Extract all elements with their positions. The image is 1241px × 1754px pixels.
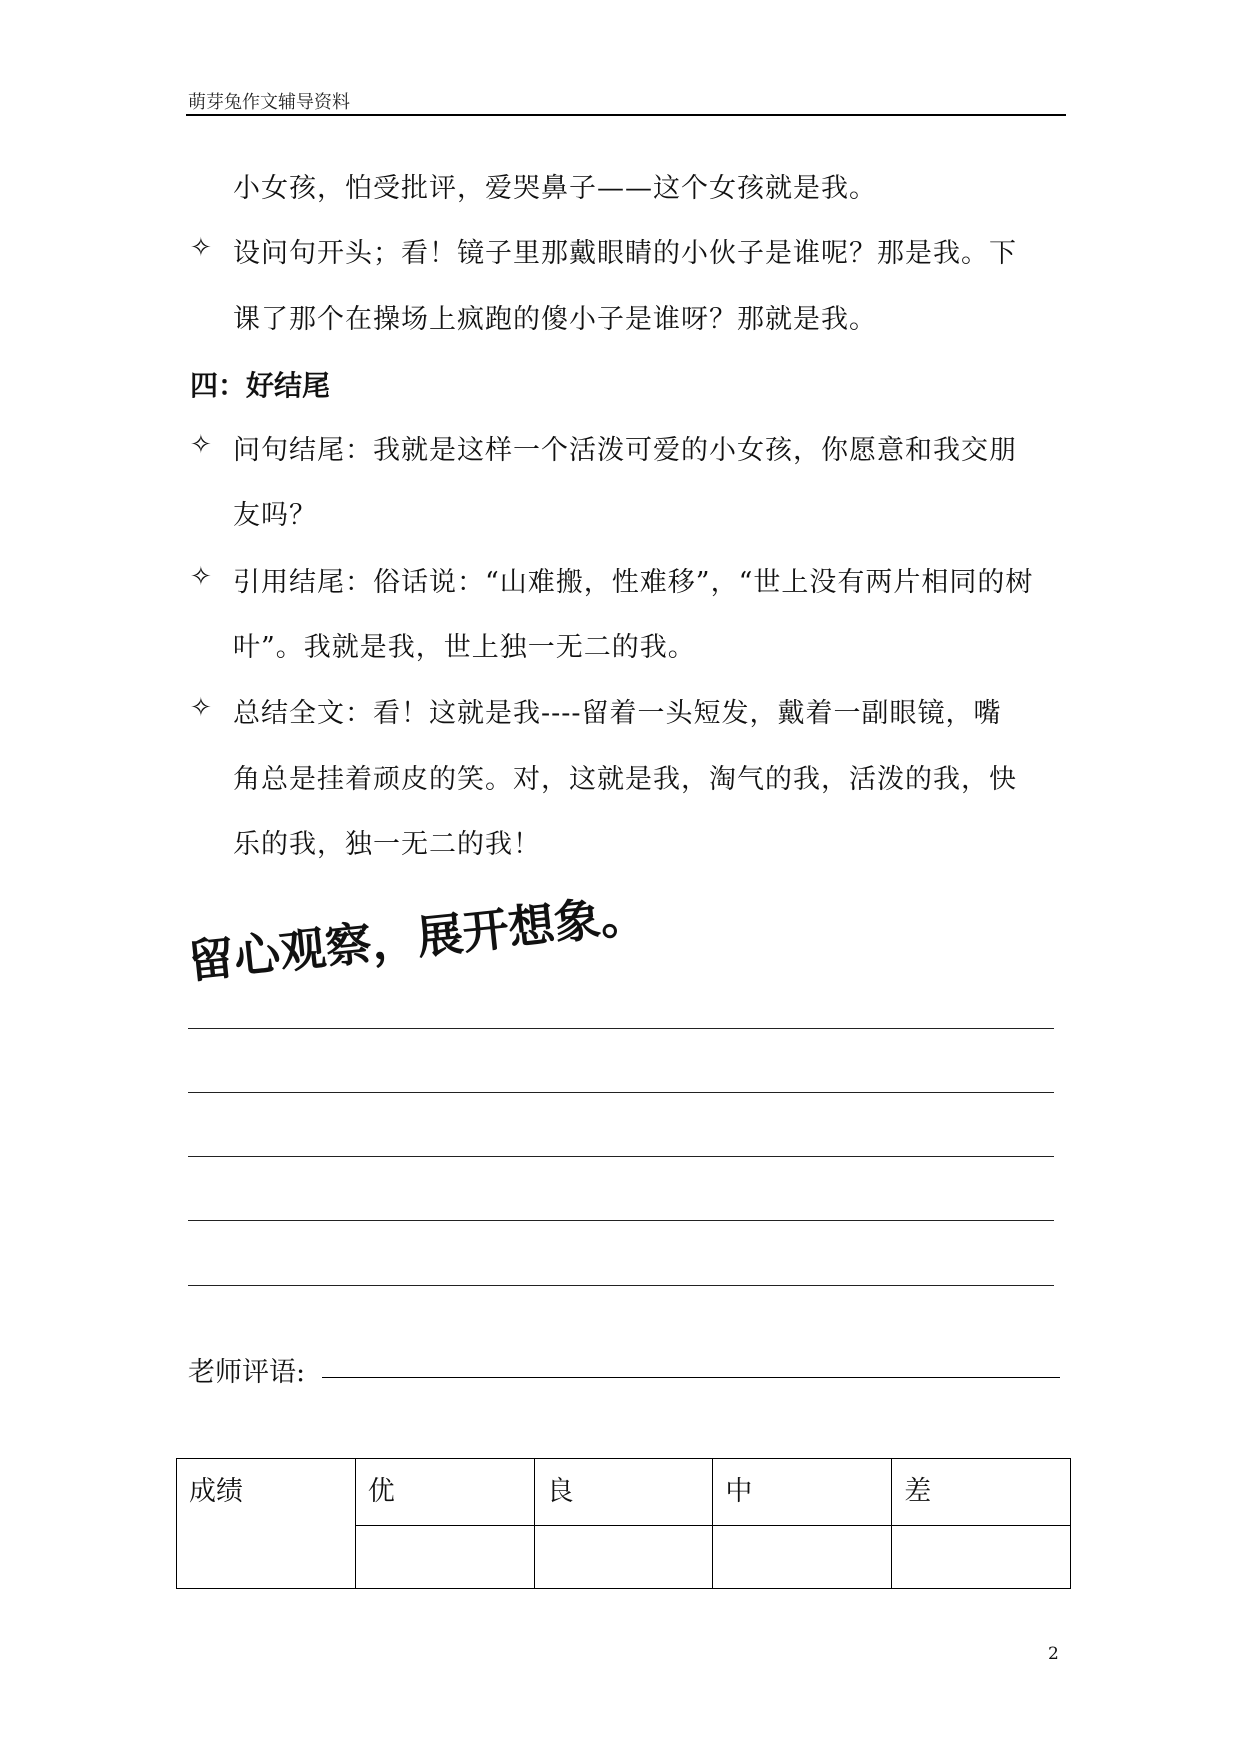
bullet-icon: ✧: [190, 233, 212, 263]
text-line: 友吗？: [233, 500, 317, 531]
writing-line[interactable]: [188, 1028, 1054, 1029]
writing-line[interactable]: [188, 1220, 1054, 1221]
section-title: 四：好结尾: [190, 369, 331, 402]
text-line: 小女孩，怕受批评，爱哭鼻子——这个女孩就是我。: [233, 173, 877, 204]
writing-line[interactable]: [188, 1092, 1054, 1093]
text-line: 乐的我，独一无二的我！: [233, 829, 541, 860]
exercise-title: 留心观察，展开想象。: [185, 887, 649, 989]
teacher-comment-label: 老师评语:: [188, 1357, 306, 1388]
grade-cell-average[interactable]: [713, 1526, 892, 1589]
text-line: 角总是挂着顽皮的笑。对，这就是我，淘气的我，活泼的我，快: [233, 764, 1017, 795]
grade-cell-poor[interactable]: [892, 1526, 1071, 1589]
writing-line[interactable]: [188, 1156, 1054, 1157]
text-line: 总结全文：看！这就是我----留着一头短发，戴着一副眼镜，嘴: [233, 698, 1002, 729]
header-rule: [186, 114, 1066, 116]
grade-cell-excellent[interactable]: [355, 1526, 534, 1589]
grade-level-excellent: 优: [355, 1459, 534, 1526]
text-line: 设问句开头；看！镜子里那戴眼睛的小伙子是谁呢？那是我。下: [233, 238, 1017, 269]
bullet-icon: ✧: [190, 430, 212, 460]
bullet-icon: ✧: [190, 693, 212, 723]
teacher-comment-field[interactable]: [322, 1377, 1060, 1378]
grade-level-poor: 差: [892, 1459, 1071, 1526]
grade-level-good: 良: [534, 1459, 713, 1526]
document-header: 萌芽兔作文辅导资料: [188, 92, 350, 113]
text-line: 问句结尾：我就是这样一个活泼可爱的小女孩，你愿意和我交朋: [233, 435, 1017, 466]
writing-line[interactable]: [188, 1285, 1054, 1286]
bullet-icon: ✧: [190, 562, 212, 592]
grade-cell-good[interactable]: [534, 1526, 713, 1589]
grade-level-average: 中: [713, 1459, 892, 1526]
grade-table: [176, 1458, 1071, 1589]
text-line: 课了那个在操场上疯跑的傻小子是谁呀？那就是我。: [233, 304, 877, 335]
grade-label: 成绩: [177, 1459, 356, 1589]
text-line: 叶”。我就是我，世上独一无二的我。: [233, 632, 696, 663]
text-line: 引用结尾：俗话说：“山难搬，性难移”，“世上没有两片相同的树: [233, 567, 1034, 598]
page-number: 2: [1048, 1644, 1059, 1664]
exercise-title-wrap: [185, 886, 708, 989]
